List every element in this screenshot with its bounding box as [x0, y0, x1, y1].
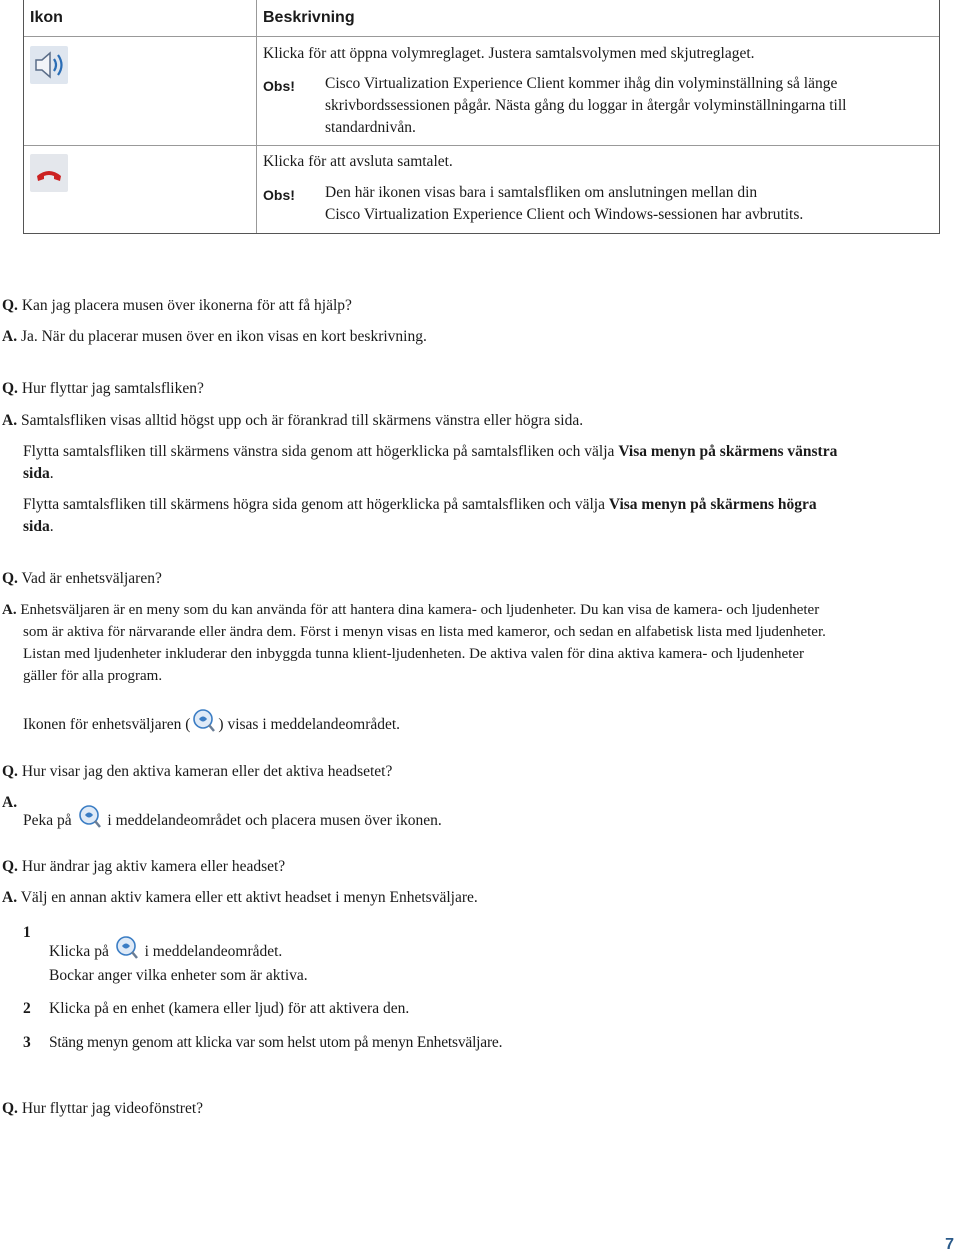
faq-question-4: Q. Hur visar jag den aktiva kameran eller det aktiva headsetet?	[2, 763, 393, 780]
move-tab-left-paragraph: Flytta samtalsfliken till skärmens vänstra sida genom att högerklicka på samtalsfliken och välja Visa menyn på skärmens vänstra sida.	[23, 443, 838, 482]
step-1-number: 1	[23, 924, 31, 941]
device-selector-icon	[76, 803, 104, 831]
faq-question-6: Q. Hur flyttar jag videofönstret?	[2, 1100, 204, 1117]
faq-answer-4-label: A.	[2, 794, 18, 811]
faq-answer-3-line4: gäller för alla program.	[23, 668, 163, 684]
faq-question-3: Q. Vad är enhetsväljaren?	[2, 570, 162, 587]
faq-answer-3: A. Enhetsväljaren är en meny som du kan använda för att hantera dina kamera- och ljudenheter. Du kan visa de kamera- och ljudenheter	[2, 602, 820, 618]
faq-answer-5: A. Välj en annan aktiv kamera eller ett aktivt headset i menyn Enhetsväljare.	[2, 889, 478, 906]
device-selector-icon-sentence: Ikonen för enhetsväljaren ( ) visas i meddelandeområdet.	[23, 707, 958, 736]
page-number: 7	[945, 1236, 954, 1253]
table-row1-description: Klicka för att öppna volymreglaget. Justera samtalsvolymen med skjutreglaget.	[263, 45, 755, 62]
faq-answer-3-line3: Listan med ljudenheter inkluderar den inbyggda tunna klient-ljudenheten. De aktiva valen för dina aktiva kamera- och ljudenheter	[23, 646, 804, 662]
table-row1-note: Cisco Virtualization Experience Client kommer ihåg din volyminställning så länge skrivbordssessionen pågår. Nästa gång du loggar in återgår volyminställningarna till standardnivån.	[325, 75, 847, 136]
icon-description-table	[23, 0, 940, 234]
step-3-number: 3	[23, 1034, 31, 1051]
table-header-icon: Ikon	[30, 9, 63, 26]
step-2-text: Klicka på en enhet (kamera eller ljud) för att aktivera den.	[49, 1000, 410, 1017]
device-selector-icon	[113, 934, 141, 962]
faq-question-1: Q. Kan jag placera musen över ikonerna för att få hjälp?	[2, 297, 352, 314]
step-3-text: Stäng menyn genom att klicka var som helst utom på menyn Enhetsväljare.	[49, 1034, 503, 1051]
faq-answer-3-line2: som är aktiva för närvarande eller ändra dem. Först i menyn visas en lista med kameror, och sedan en alfabetisk lista med ljudenheter.	[23, 624, 826, 640]
table-header-divider	[24, 36, 939, 37]
end-call-icon	[30, 154, 68, 192]
faq-question-5: Q. Hur ändrar jag aktiv kamera eller headset?	[2, 858, 286, 875]
table-column-divider	[256, 0, 257, 233]
table-row-divider	[24, 145, 939, 146]
move-tab-right-paragraph: Flytta samtalsfliken till skärmens högra sida genom att högerklicka på samtalsfliken och välja Visa menyn på skärmens högra sida.	[23, 496, 817, 535]
step-1-subtext: Bockar anger vilka enheter som är aktiva.	[49, 967, 308, 984]
faq-question-2: Q. Hur flyttar jag samtalsfliken?	[2, 380, 204, 397]
faq-answer-1: A. Ja. När du placerar musen över en ikon visas en kort beskrivning.	[2, 328, 427, 345]
table-row2-note: Den här ikonen visas bara i samtalsfliken om anslutningen mellan din Cisco Virtualization Experience Client och Windows-sessionen har avbrutits.	[325, 184, 804, 223]
faq-answer-4: Peka på i meddelandeområdet och placera musen över ikonen.	[23, 803, 958, 832]
table-row2-description: Klicka för att avsluta samtalet.	[263, 153, 453, 170]
device-selector-icon	[190, 707, 218, 735]
faq-answer-2: A. Samtalsfliken visas alltid högst upp och är förankrad till skärmens vänstra eller högra sida.	[2, 412, 584, 429]
table-row1-note-label: Obs!	[263, 78, 295, 94]
step-2-number: 2	[23, 1000, 31, 1017]
step-1-text: Klicka på i meddelandeområdet.	[49, 934, 929, 963]
table-header-description: Beskrivning	[263, 9, 355, 26]
speaker-volume-icon	[30, 46, 68, 84]
table-row2-note-label: Obs!	[263, 187, 295, 203]
